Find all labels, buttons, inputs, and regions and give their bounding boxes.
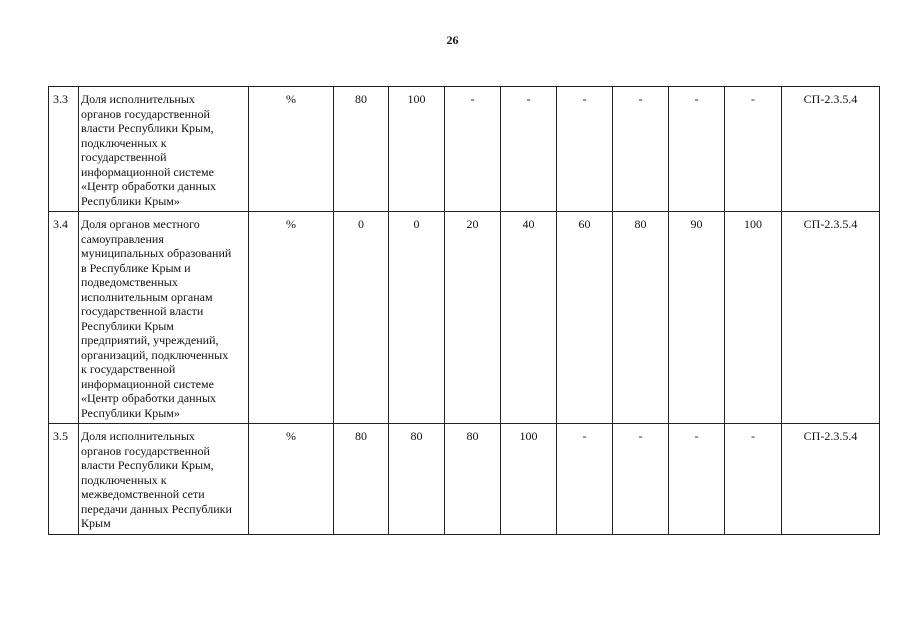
description-line: власти Республики Крым, — [81, 121, 214, 135]
value-cell: 80 — [334, 87, 389, 212]
description-line: Республики Крым — [81, 318, 174, 333]
description-line: информационной системе — [81, 164, 214, 179]
value-cell: 0 — [389, 212, 445, 424]
description-line: информационной системе — [81, 376, 214, 391]
value-cell: 40 — [501, 212, 557, 424]
value-cell: 60 — [557, 212, 613, 424]
indicator-description — [79, 424, 249, 535]
description-line: Крым — [81, 516, 111, 530]
description-line: органов государственной — [81, 106, 210, 121]
description-line: Республики Крым» — [81, 405, 180, 420]
description-line: «Центр обработки данных — [81, 179, 217, 193]
table-row — [49, 87, 880, 212]
value-cell: - — [557, 424, 613, 535]
value-cell: - — [725, 424, 782, 535]
description-line: Доля исполнительных — [81, 429, 195, 443]
description-line: органов государственной — [81, 443, 210, 458]
description-line: подключенных к — [81, 135, 167, 150]
description-line: межведомственной сети — [81, 487, 205, 501]
value-cell: - — [669, 424, 725, 535]
row-number: 3.4 — [49, 212, 79, 424]
code-cell: СП-2.3.5.4 — [782, 424, 880, 535]
description-line: муниципальных образований — [81, 246, 232, 260]
description-line: Доля исполнительных — [81, 92, 195, 106]
table-row — [49, 424, 880, 535]
value-cell: 80 — [389, 424, 445, 535]
table-row — [49, 212, 880, 424]
description-line: предприятий, учреждений, — [81, 333, 219, 347]
description-line: государственной власти — [81, 304, 204, 318]
code-cell: СП-2.3.5.4 — [782, 212, 880, 424]
value-cell: 80 — [613, 212, 669, 424]
description-line: исполнительным органам — [81, 289, 213, 304]
indicator-description — [79, 87, 249, 212]
value-cell: 90 — [669, 212, 725, 424]
row-number: 3.3 — [49, 87, 79, 212]
value-cell: 100 — [389, 87, 445, 212]
indicator-description — [79, 212, 249, 424]
indicator-table — [48, 86, 880, 535]
code-cell: СП-2.3.5.4 — [782, 87, 880, 212]
value-cell: 0 — [334, 212, 389, 424]
description-line: Доля органов местного — [81, 217, 200, 231]
row-number: 3.5 — [49, 424, 79, 535]
description-line: подключенных к — [81, 472, 167, 487]
description-line: передачи данных Республики — [81, 501, 232, 516]
value-cell: 20 — [445, 212, 501, 424]
description-line: подведомственных — [81, 275, 178, 289]
unit-cell: % — [249, 87, 334, 212]
value-cell: - — [501, 87, 557, 212]
description-line: в Республике Крым и — [81, 260, 191, 275]
value-cell: 80 — [445, 424, 501, 535]
value-cell: - — [557, 87, 613, 212]
page-number: 26 — [446, 33, 459, 47]
unit-cell: % — [249, 212, 334, 424]
value-cell: 100 — [501, 424, 557, 535]
value-cell: 80 — [334, 424, 389, 535]
description-line: организаций, подключенных — [81, 347, 229, 362]
value-cell: - — [445, 87, 501, 212]
value-cell: - — [669, 87, 725, 212]
description-line: власти Республики Крым, — [81, 458, 214, 472]
description-line: «Центр обработки данных — [81, 391, 217, 405]
unit-cell: % — [249, 424, 334, 535]
description-line: к государственной — [81, 362, 176, 376]
description-line: самоуправления — [81, 231, 164, 246]
description-line: государственной — [81, 150, 167, 164]
value-cell: - — [613, 424, 669, 535]
value-cell: 100 — [725, 212, 782, 424]
value-cell: - — [613, 87, 669, 212]
description-line: Республики Крым» — [81, 193, 180, 208]
value-cell: - — [725, 87, 782, 212]
